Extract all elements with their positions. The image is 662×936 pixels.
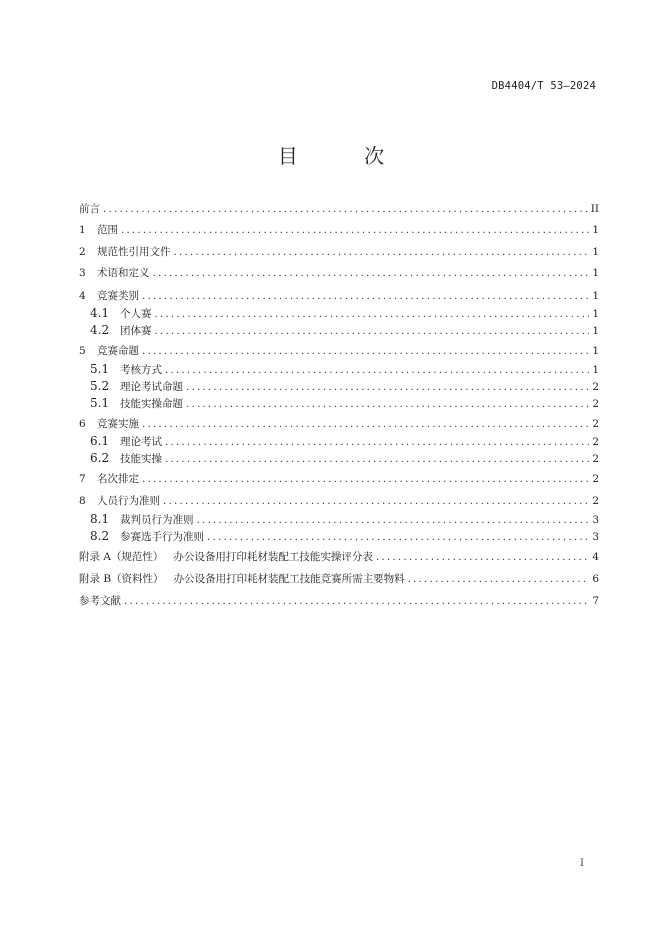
toc-entry-label: 技能实操命题 — [120, 398, 183, 410]
toc-entry-label: 名次排定 — [97, 473, 139, 485]
dot-leader — [197, 514, 590, 526]
toc-entry-page: 6 — [592, 573, 599, 585]
dot-leader — [142, 418, 589, 430]
toc-entry-label: 裁判员行为准则 — [120, 514, 194, 526]
toc-entry-number: 1 — [79, 224, 86, 236]
toc-entry-page: 1 — [592, 325, 599, 337]
toc-entry-label: 考核方式 — [120, 364, 162, 376]
toc-entry[interactable] — [79, 529, 599, 544]
toc-entry[interactable] — [79, 549, 599, 564]
toc-entry-page: 1 — [592, 364, 599, 376]
toc-entry-page: 1 — [592, 345, 599, 357]
toc-entry-number: 5.1 — [90, 362, 110, 376]
dot-leader — [163, 495, 589, 507]
toc-entry[interactable] — [79, 434, 599, 449]
toc-entry-page: 1 — [592, 267, 599, 279]
dot-leader — [376, 551, 589, 563]
toc-entry[interactable] — [79, 201, 599, 216]
toc-entry-number: 4.1 — [90, 306, 110, 320]
toc-entry-label: 理论考试 — [120, 436, 162, 448]
toc-entry-page: 2 — [592, 398, 599, 410]
toc-entry-number: 6.1 — [90, 434, 110, 448]
toc-entry[interactable] — [79, 244, 599, 259]
toc-entry-page: 1 — [592, 246, 599, 258]
toc-entry-page: II — [590, 203, 599, 215]
dot-leader — [142, 473, 589, 485]
toc-entry-label: 前言 — [79, 203, 100, 215]
toc-entry[interactable] — [79, 265, 599, 280]
toc-entry-label: 规范性引用文件 — [97, 246, 171, 258]
dot-leader — [165, 453, 589, 465]
toc-entry-label: 术语和定义 — [97, 267, 150, 279]
toc-entry-page: 7 — [592, 595, 599, 607]
toc-entry-page: 3 — [592, 514, 599, 526]
toc-entry-label: 技能实操 — [120, 453, 162, 465]
dot-leader — [186, 381, 589, 393]
dot-leader — [186, 398, 589, 410]
dot-leader — [155, 325, 590, 337]
dot-leader — [165, 364, 589, 376]
toc-entry-label: 附录 A（规范性） 办公设备用打印耗材装配工技能实操评分表 — [79, 551, 373, 563]
toc-entry[interactable] — [79, 416, 599, 431]
toc-entry-number: 4 — [79, 290, 86, 302]
toc-entry[interactable] — [79, 306, 599, 321]
toc-entry-page: 1 — [592, 290, 599, 302]
toc-entry-label: 竞赛类别 — [97, 290, 139, 302]
toc-entry-label: 理论考试命题 — [120, 381, 183, 393]
dot-leader — [153, 267, 590, 279]
toc-entry[interactable] — [79, 343, 599, 358]
toc-entry-label: 参考文献 — [79, 595, 121, 607]
toc-entry-number: 8 — [79, 495, 86, 507]
toc-entry-label: 竞赛命题 — [97, 345, 139, 357]
document-code: DB4404/T 53—2024 — [491, 80, 596, 92]
toc-entry-label: 团体赛 — [120, 325, 152, 337]
toc-entry-page: 4 — [592, 551, 599, 563]
dot-leader — [142, 290, 589, 302]
dot-leader — [142, 345, 589, 357]
dot-leader — [121, 224, 589, 236]
toc-entry[interactable] — [79, 323, 599, 338]
toc-entry[interactable] — [79, 493, 599, 508]
toc-entry-label: 参赛选手行为准则 — [120, 531, 204, 543]
toc-entry-label: 附录 B（资料性） 办公设备用打印耗材装配工技能竞赛所需主要物料 — [79, 573, 405, 585]
dot-leader — [124, 595, 589, 607]
toc-entry[interactable] — [79, 571, 599, 586]
toc-entry-label: 范围 — [97, 224, 118, 236]
toc-entry-page: 2 — [592, 436, 599, 448]
toc-entry[interactable] — [79, 288, 599, 303]
toc-entry-number: 5.2 — [90, 379, 110, 393]
page-number: I — [580, 858, 584, 869]
dot-leader — [408, 573, 590, 585]
toc-entry-number: 7 — [79, 473, 86, 485]
toc-entry-page: 1 — [592, 308, 599, 320]
toc-entry[interactable] — [79, 362, 599, 377]
toc-entry[interactable] — [79, 379, 599, 394]
toc-entry-number: 8.1 — [90, 512, 110, 526]
toc-entry-number: 8.2 — [90, 529, 110, 543]
toc-entry-page: 2 — [592, 453, 599, 465]
dot-leader — [174, 246, 590, 258]
toc-entry-number: 5 — [79, 345, 86, 357]
toc-entry[interactable] — [79, 471, 599, 486]
toc-entry[interactable] — [79, 593, 599, 608]
toc-entry[interactable] — [79, 222, 599, 237]
toc-entry-number: 4.2 — [90, 323, 110, 337]
toc-entry-number: 3 — [79, 267, 86, 279]
toc-entry-number: 5.1 — [90, 396, 110, 410]
dot-leader — [103, 203, 588, 215]
dot-leader — [165, 436, 589, 448]
toc-entry-page: 2 — [592, 473, 599, 485]
toc-entry-label: 个人赛 — [120, 308, 152, 320]
toc-entry[interactable] — [79, 512, 599, 527]
toc-entry[interactable] — [79, 451, 599, 466]
toc-entry-page: 2 — [592, 495, 599, 507]
dot-leader — [207, 531, 589, 543]
toc-entry-number: 6 — [79, 418, 86, 430]
toc-entry-label: 竞赛实施 — [97, 418, 139, 430]
toc-entry-number: 6.2 — [90, 451, 110, 465]
toc-title: 目 次 — [277, 144, 415, 168]
toc-entry-page: 3 — [592, 531, 599, 543]
toc-entry[interactable] — [79, 396, 599, 411]
toc-entry-page: 1 — [592, 224, 599, 236]
dot-leader — [155, 308, 590, 320]
toc-entry-page: 2 — [592, 381, 599, 393]
toc-entry-page: 2 — [592, 418, 599, 430]
toc-entry-label: 人员行为准则 — [97, 495, 160, 507]
toc-entry-number: 2 — [79, 246, 86, 258]
